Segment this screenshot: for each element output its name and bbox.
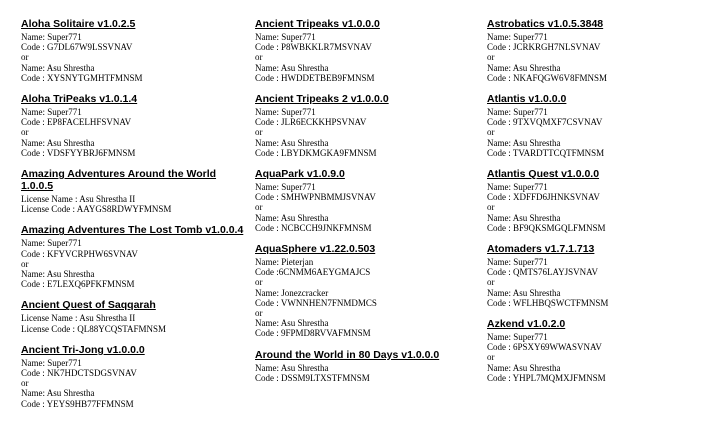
- column-2: [255, 18, 480, 393]
- game-entry: [487, 93, 712, 158]
- game-title: Atlantis v1.0.0.0: [487, 93, 567, 106]
- or-separator: or: [255, 277, 263, 288]
- serial-code: Code : YHPL7MQMXJFMNSM: [487, 372, 606, 383]
- or-separator: or: [487, 352, 495, 363]
- serial-name: Name: Super771: [255, 32, 316, 42]
- game-entry: [255, 349, 480, 383]
- game-entry: [21, 299, 246, 333]
- serial-code: Code : TVARDTTCQTFMNSM: [487, 147, 605, 158]
- game-entry: [255, 93, 480, 158]
- serial-name: Name: Asu Shrestha: [255, 318, 329, 329]
- game-title: Ancient Tripeaks 2 v1.0.0.0: [255, 93, 389, 106]
- serial-name: Name: Super771: [487, 182, 548, 193]
- serial-name: Name: Asu Shrestha: [487, 362, 561, 373]
- game-title: Ancient Tri-Jong v1.0.0.0: [21, 343, 145, 356]
- or-separator: or: [21, 52, 29, 63]
- or-separator: or: [487, 202, 495, 213]
- or-separator: or: [21, 127, 29, 138]
- serial-code: Code : JLR6ECKKHPSVNAV: [255, 117, 367, 128]
- serial-code: Code : LBYDKMGKA9FMNSM: [255, 147, 377, 158]
- or-separator: or: [255, 202, 263, 213]
- or-separator: or: [487, 127, 495, 138]
- serial-name: Name: Super771: [21, 238, 82, 249]
- game-title: Around the World in 80 Days v1.0.0.0: [255, 348, 440, 361]
- serial-code: Code : G7DL67W9LSSVNAV: [21, 42, 133, 53]
- game-title: Azkend v1.0.2.0: [487, 318, 566, 331]
- game-title: Atlantis Quest v1.0.0.0: [487, 168, 600, 181]
- serial-name: Name: Asu Shrestha: [487, 287, 561, 298]
- or-separator: or: [487, 277, 495, 288]
- serial-name: License Name : Asu Shrestha II: [21, 194, 136, 205]
- serial-code: Code : HWDDETBEB9FMNSM: [255, 72, 375, 83]
- game-entry: [255, 243, 480, 339]
- serial-code: Code : EP8FACELHFSVNAV: [21, 117, 132, 128]
- serial-name: Name: Asu Shrestha: [487, 212, 561, 223]
- serial-code: Code : 9TXVQMXF7CSVNAV: [487, 117, 603, 128]
- serial-code: Code : SMHWPNBMMJSVNAV: [255, 192, 376, 203]
- serial-code: Code : VDSFYYBRJ6FMNSM: [21, 147, 136, 158]
- game-entry: [21, 93, 246, 158]
- serial-code: Code : KFYVCRPHW6SVNAV: [21, 248, 138, 259]
- serial-code: Code : 9FPMD8RVVAFMNSM: [255, 328, 371, 339]
- serial-code: Code : DSSM9LTXSTFMNSM: [255, 372, 370, 383]
- game-entry: [21, 224, 246, 289]
- serial-code: Code : BF9QKSMGQLFMNSM: [487, 222, 606, 233]
- game-title: Ancient Tripeaks v1.0.0.0: [255, 18, 380, 30]
- game-entry: [21, 18, 246, 83]
- game-entry: [255, 18, 480, 83]
- game-title: AquaPark v1.0.9.0: [255, 168, 345, 181]
- serial-name: Name: Super771: [487, 257, 548, 268]
- game-entry: [487, 168, 712, 233]
- game-title: Aloha Solitaire v1.0.2.5: [21, 18, 136, 30]
- game-title: Aloha TriPeaks v1.0.1.4: [21, 93, 138, 106]
- serial-name: Name: Asu Shrestha: [21, 388, 95, 399]
- serial-code: Code : NK7HDCTSDGSVNAV: [21, 368, 137, 379]
- or-separator: or: [255, 127, 263, 138]
- serial-code: Code : XDFFD6JHNKSVNAV: [487, 192, 600, 203]
- serial-name: License Name : Asu Shrestha II: [21, 313, 136, 324]
- serial-name: Name: Super771: [487, 107, 548, 118]
- serial-name: Name: Asu Shrestha: [487, 137, 561, 148]
- serial-name: Name: Asu Shrestha: [255, 62, 329, 73]
- game-entry: [487, 243, 712, 308]
- game-title: Amazing Adventures The Lost Tomb v1.0.0.4: [21, 224, 244, 237]
- serial-code: Code : NCBCCH9JNKFMNSM: [255, 222, 372, 233]
- serial-name: Name: Asu Shrestha: [21, 269, 95, 280]
- or-separator: or: [487, 52, 495, 63]
- serial-name: Name: Asu Shrestha: [255, 212, 329, 223]
- serial-name: Name: Jonezcracker: [255, 287, 329, 298]
- serial-code: Code : WFLHBQSWCTFMNSM: [487, 297, 609, 308]
- serial-code: Code : 6PSXY69WWASVNAV: [487, 342, 602, 353]
- or-separator: or: [255, 308, 263, 319]
- game-title: Atomaders v1.7.1.713: [487, 243, 595, 256]
- serial-code: License Code : AAYGS8RDWYFMNSM: [21, 204, 172, 215]
- serial-name: Name: Super771: [21, 107, 82, 118]
- serial-code: Code : NKAFQGW6V8FMNSM: [487, 72, 608, 83]
- game-entry: [487, 318, 712, 383]
- serial-code: Code : VWNNHEN7FNMDMCS: [255, 297, 377, 308]
- serial-code: License Code : QL88YCQSTAFMNSM: [21, 323, 167, 334]
- serial-name: Name: Asu Shrestha: [21, 137, 95, 148]
- game-entry: [21, 344, 246, 409]
- serial-name: Name: Super771: [255, 182, 316, 193]
- column-3: [487, 18, 712, 393]
- or-separator: or: [255, 52, 263, 63]
- serial-code: Code : JCRKRGH7NLSVNAV: [487, 42, 601, 53]
- serial-name: Name: Super771: [255, 107, 316, 118]
- or-separator: or: [21, 258, 29, 269]
- serial-code: Code : QMTS76LAYJSVNAV: [487, 267, 599, 278]
- game-entry: [487, 18, 712, 83]
- column-1: [21, 18, 246, 419]
- game-title: Astrobatics v1.0.5.3848: [487, 18, 604, 30]
- game-title: AquaSphere v1.22.0.503: [255, 243, 376, 256]
- serial-name: Name: Super771: [21, 357, 82, 368]
- serial-name: Name: Super771: [487, 332, 548, 343]
- serial-name: Name: Asu Shrestha: [255, 362, 329, 373]
- serial-name: Name: Pieterjan: [255, 257, 314, 268]
- serial-name: Name: Asu Shrestha: [21, 62, 95, 73]
- serial-name: Name: Asu Shrestha: [255, 137, 329, 148]
- serial-code: Code :6CNMM6AEYGMAJCS: [255, 267, 371, 278]
- serial-code: Code : XYSNYTGMHTFMNSM: [21, 72, 143, 83]
- game-title: Ancient Quest of Saqqarah: [21, 299, 156, 312]
- or-separator: or: [21, 378, 29, 389]
- serial-name: Name: Asu Shrestha: [487, 62, 561, 73]
- serial-name: Name: Super771: [487, 32, 548, 42]
- game-entry: [255, 168, 480, 233]
- game-entry: [21, 168, 246, 214]
- game-title: Amazing Adventures Around the World 1.0.0.5: [21, 168, 217, 193]
- serial-code: Code : P8WBKKLR7MSVNAV: [255, 42, 372, 53]
- serial-code: Code : E7LEXQ6PFKFMNSM: [21, 279, 135, 290]
- serial-name: Name: Super771: [21, 32, 82, 42]
- serial-code: Code : YEYS9HB77FFMNSM: [21, 398, 134, 409]
